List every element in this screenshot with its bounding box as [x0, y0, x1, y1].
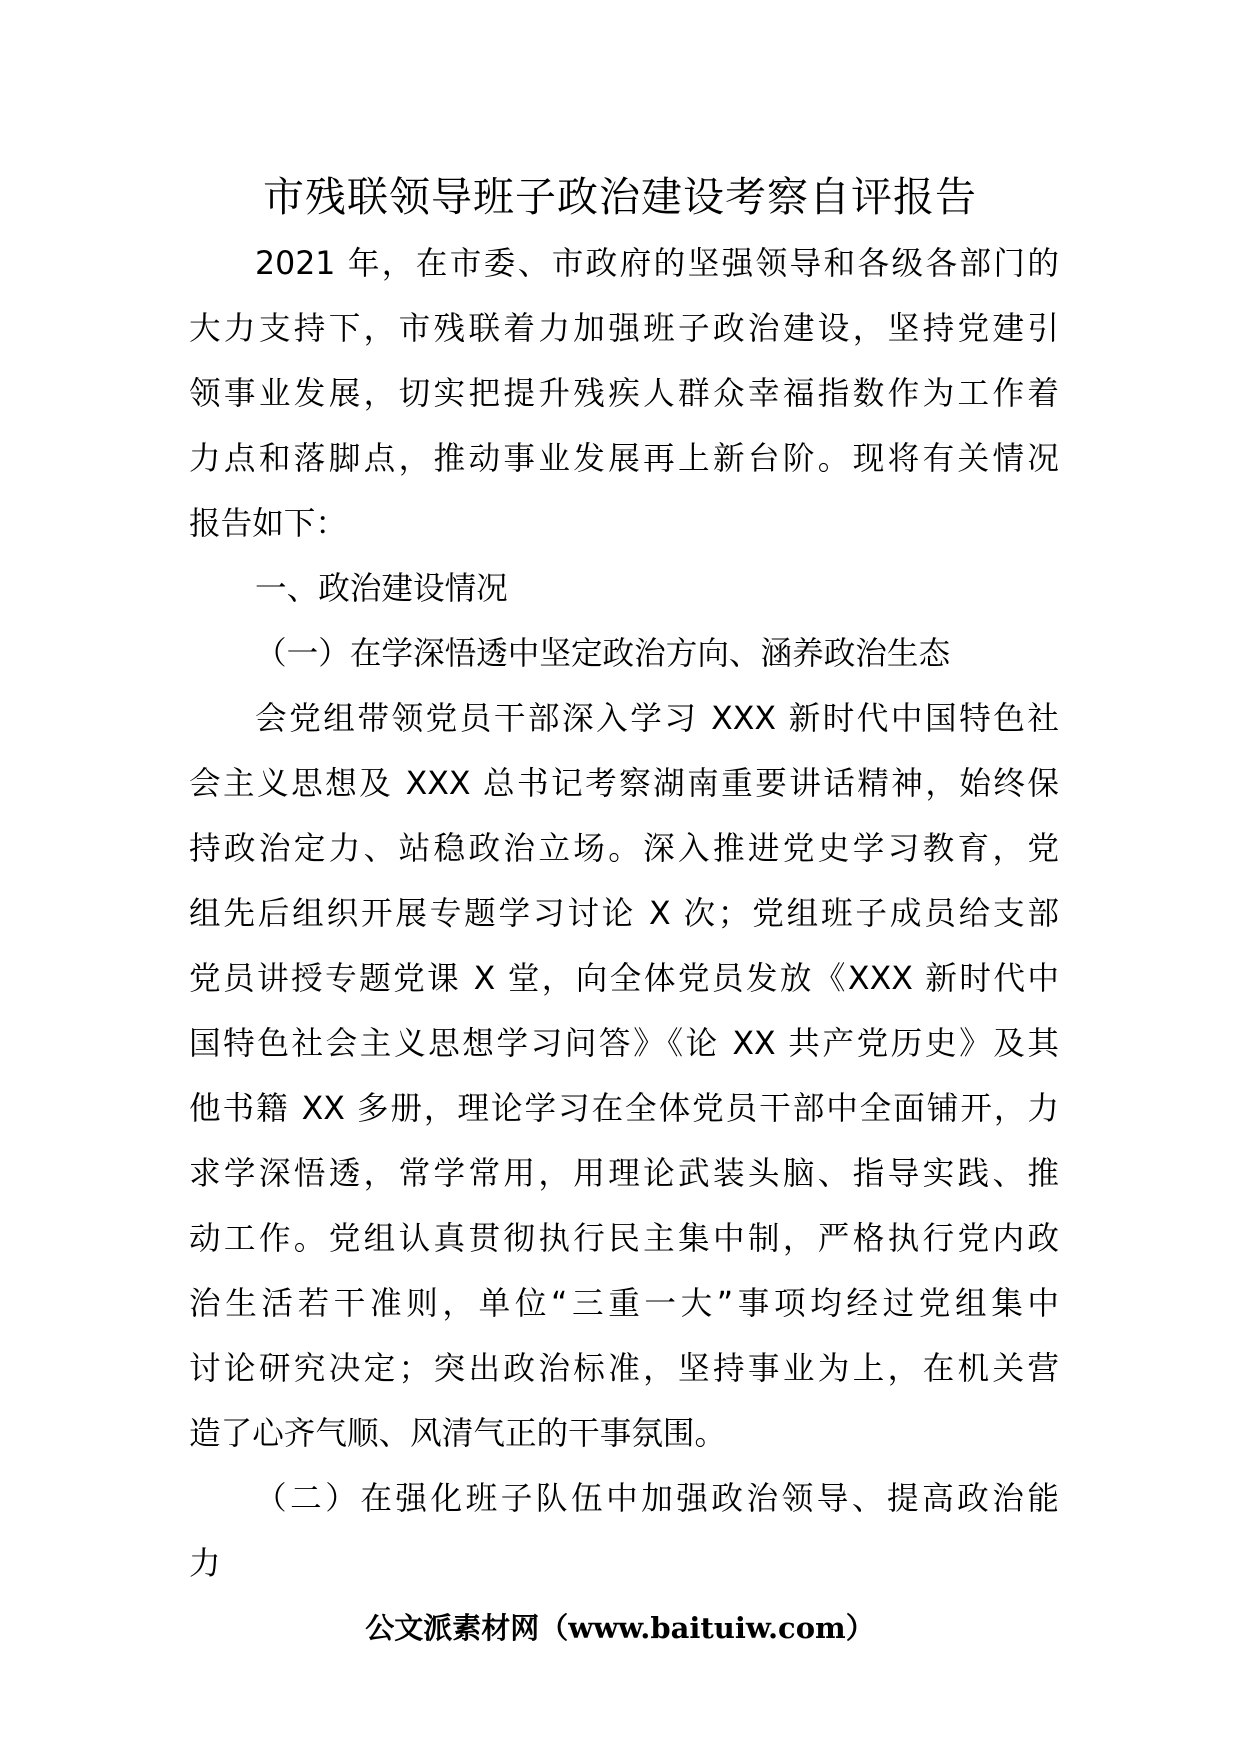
- paragraph-intro-line-2: 大力支持下，市残联着力加强班子政治建设，坚持党建引: [189, 311, 1059, 347]
- subsection-heading-1: （一）在学深悟透中坚定政治方向、涵养政治生态: [255, 636, 951, 672]
- subsection-heading-2-line-2: 力: [189, 1546, 221, 1582]
- document-title: 市残联领导班子政治建设考察自评报告: [263, 173, 977, 221]
- paragraph-1-line-8: 求学深悟透，常学常用，用理论武装头脑、指导实践、推: [189, 1156, 1059, 1192]
- paragraph-1-line-1: 会党组带领党员干部深入学习 XXX 新时代中国特色社: [255, 701, 1059, 737]
- subsection-heading-2-line-1: （二）在强化班子队伍中加强政治领导、提高政治能: [255, 1481, 1059, 1517]
- paragraph-1-line-7: 他书籍 XX 多册，理论学习在全体党员干部中全面铺开，力: [189, 1091, 1059, 1127]
- paragraph-intro-line-4: 力点和落脚点，推动事业发展再上新台阶。现将有关情况: [189, 441, 1059, 477]
- section-heading-1: 一、政治建设情况: [255, 571, 508, 607]
- paragraph-intro-line-1: 2021 年，在市委、市政府的坚强领导和各级各部门的: [255, 246, 1059, 282]
- paragraph-1-line-12: 造了心齐气顺、风清气正的干事氛围。: [189, 1416, 727, 1452]
- paragraph-1-line-6: 国特色社会主义思想学习问答》《论 XX 共产党历史》及其: [189, 1026, 1059, 1062]
- paragraph-intro-line-5: 报告如下：: [189, 506, 347, 542]
- paragraph-1-line-3: 持政治定力、站稳政治立场。深入推进党史学习教育，党: [189, 831, 1059, 867]
- paragraph-1-line-9: 动工作。党组认真贯彻执行民主集中制，严格执行党内政: [189, 1221, 1059, 1257]
- paragraph-1-line-5: 党员讲授专题党课 X 堂，向全体党员发放《XXX 新时代中: [189, 961, 1059, 997]
- paragraph-1-line-4: 组先后组织开展专题学习讨论 X 次；党组班子成员给支部: [189, 896, 1059, 932]
- footer-watermark: 公文派素材网（www.baituiw.com）: [365, 1611, 875, 1645]
- paragraph-intro-line-3: 领事业发展，切实把提升残疾人群众幸福指数作为工作着: [189, 376, 1059, 412]
- document-body: [189, 232, 1059, 1597]
- paragraph-1-line-10: 治生活若干准则，单位“三重一大”事项均经过党组集中: [189, 1286, 1059, 1322]
- paragraph-1-line-11: 讨论研究决定；突出政治标准，坚持事业为上，在机关营: [189, 1351, 1059, 1387]
- paragraph-1-line-2: 会主义思想及 XXX 总书记考察湖南重要讲话精神，始终保: [189, 766, 1059, 802]
